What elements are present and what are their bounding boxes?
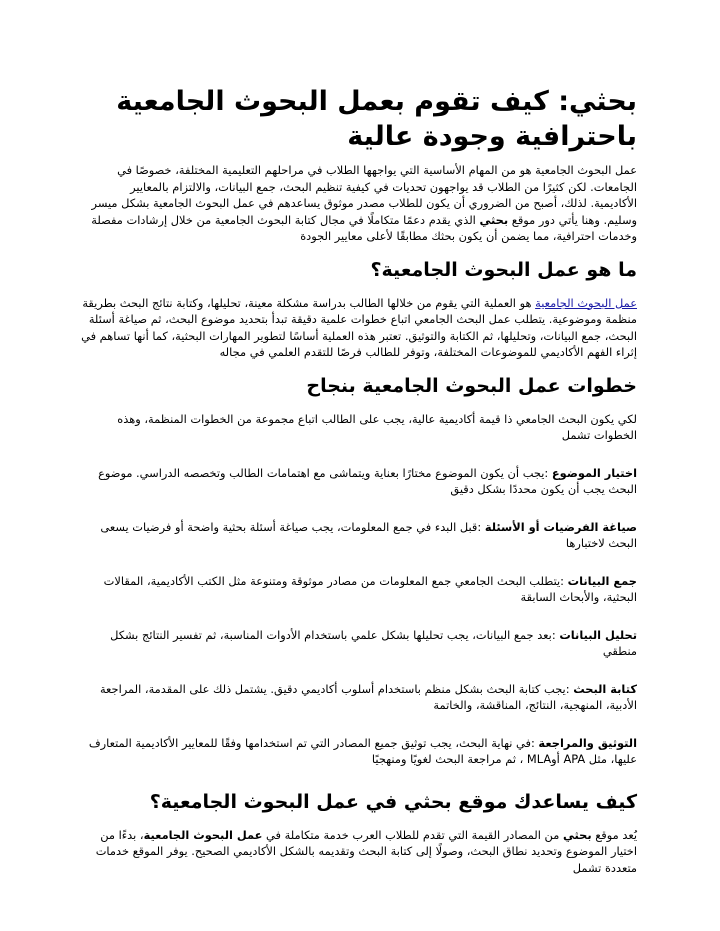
- help-bold-term: عمل البحوث الجامعية: [143, 827, 263, 842]
- definition-paragraph: [80, 295, 637, 361]
- list-item: [80, 465, 637, 498]
- step-title: جمع البيانات: [567, 573, 637, 588]
- step-text: :يجب كتابة البحث بشكل منظم باستخدام أسلوب أكاديمي دقيق. يشتمل ذلك على المقدمة، المراجعة الأدبية، المنهجية، النتائج، المناقشة، والخاتمة: [99, 681, 637, 712]
- step-title: تحليل البيانات: [559, 627, 637, 642]
- step-text: :في نهاية البحث، يجب توثيق جميع المصادر التي تم استخدامها وفقًا للمعايير الأكاديمية المتعارف عليها، مثل APA أوMLA ، ثم مراجعة البحث لغويًا ومنهجيًا: [88, 735, 637, 766]
- step-title: كتابة البحث: [573, 681, 637, 696]
- step-text: :قبل البدء في جمع المعلومات، يجب صياغة أسئلة بحثية واضحة أو فرضيات يسعى البحث لاختبارها: [100, 519, 637, 550]
- help-brand: بحثي: [562, 827, 592, 842]
- list-item: [80, 573, 637, 606]
- intro-text-1: عمل البحوث الجامعية هو من المهام الأساسية التي يواجهها الطلاب في مراحلهم التعليمية المختلفة، خصوصًا في الجامعات. لكن كثيرًا من الطلاب قد يواجهون تحديات في كيفية تنظيم البحث، جمع البيانات، والالتزام بالمعايير الأكاديمية. لذلك، أصبح من الضروري أن يكون للطلاب مصدر موثوق يساعدهم في عمل البحوث الجامعية بشكل ميسر وسليم. وهنا يأتي دور موقع: [91, 163, 637, 227]
- intro-text-2: الذي يقدم دعمًا متكاملًا في مجال كتابة البحوث الجامعية من خلال إرشادات مفصلة وخدمات احترافية، مما يضمن أن يكون بحثك مطابقًا لأعلى معايير الجودة: [91, 212, 637, 243]
- step-title: اختيار الموضوع: [551, 465, 637, 480]
- site-help-paragraph: [80, 827, 637, 877]
- steps-lead: لكي يكون البحث الجامعي ذا قيمة أكاديمية عالية، يجب على الطالب اتباع مجموعة من الخطوات المنظمة، وهذه الخطوات تشمل: [117, 411, 637, 442]
- section-heading-what-is: ما هو عمل البحوث الجامعية؟: [370, 258, 637, 281]
- step-text: :يتطلب البحث الجامعي جمع المعلومات من مصادر موثوقة ومتنوعة مثل الكتب الأكاديمية، المقالات البحثية، والأبحاث السابقة: [103, 573, 637, 604]
- step-text: :بعد جمع البيانات، يجب تحليلها بشكل علمي باستخدام الأدوات المناسبة، ثم تفسير النتائج بشكل منطقي: [110, 627, 637, 658]
- step-title: صياغة الفرضيات أو الأسئلة: [484, 519, 637, 534]
- help-text-2: من المصادر القيمة التي تقدم للطلاب العرب خدمة متكاملة في: [262, 827, 563, 842]
- intro-brand: بحثي: [479, 212, 509, 227]
- help-text-1: يُعد موقع: [591, 827, 637, 842]
- page-title: بحثي: كيف تقوم بعمل البحوث الجامعية باحترافية وجودة عالية: [116, 86, 637, 152]
- definition-text: هو العملية التي يقوم من خلالها الطالب بدراسة مشكلة معينة، تحليلها، وكتابة نتائج البحث بطريقة منظمة وموضوعية. يتطلب عمل البحث الجامعي اتباع خطوات علمية دقيقة تبدأ بتحديد موضوع البحث، ثم صياغة أسئلة البحث، جمع البيانات، وتحليلها، ثم الكتابة والتوثيق. تعتبر هذه العملية أساسًا لتطوير المهارات البحثية، كما أنها تساهم في إثراء الفهم الأكاديمي للموضوعات المختلفة، وتوفر للطالب فرصًا للتقدم العلمي في مجاله: [81, 295, 637, 359]
- list-item: [80, 627, 637, 660]
- help-text-3: ، بدءًا من اختيار الموضوع وتحديد نطاق البحث، وصولًا إلى كتابة البحث وتقديمه بالشكل الأكاديمي الصحيح. يوفر الموقع خدمات متعددة تشمل: [95, 827, 637, 875]
- list-item: [80, 681, 637, 714]
- research-link[interactable]: عمل البحوث الجامعية: [535, 295, 637, 310]
- intro-paragraph: [80, 162, 637, 245]
- section-heading-how-site-helps: كيف يساعدك موقع بحثي في عمل البحوث الجامعية؟: [149, 790, 637, 813]
- step-title: التوثيق والمراجعة: [538, 735, 637, 750]
- section-heading-steps: خطوات عمل البحوث الجامعية بنجاح: [306, 374, 637, 397]
- list-item: [80, 735, 637, 768]
- list-item: [80, 519, 637, 552]
- step-text: :يجب أن يكون الموضوع مختارًا بعناية ويتماشى مع اهتمامات الطالب وتخصصه الدراسي. موضوع البحث يجب أن يكون محددًا بشكل دقيق: [98, 465, 637, 496]
